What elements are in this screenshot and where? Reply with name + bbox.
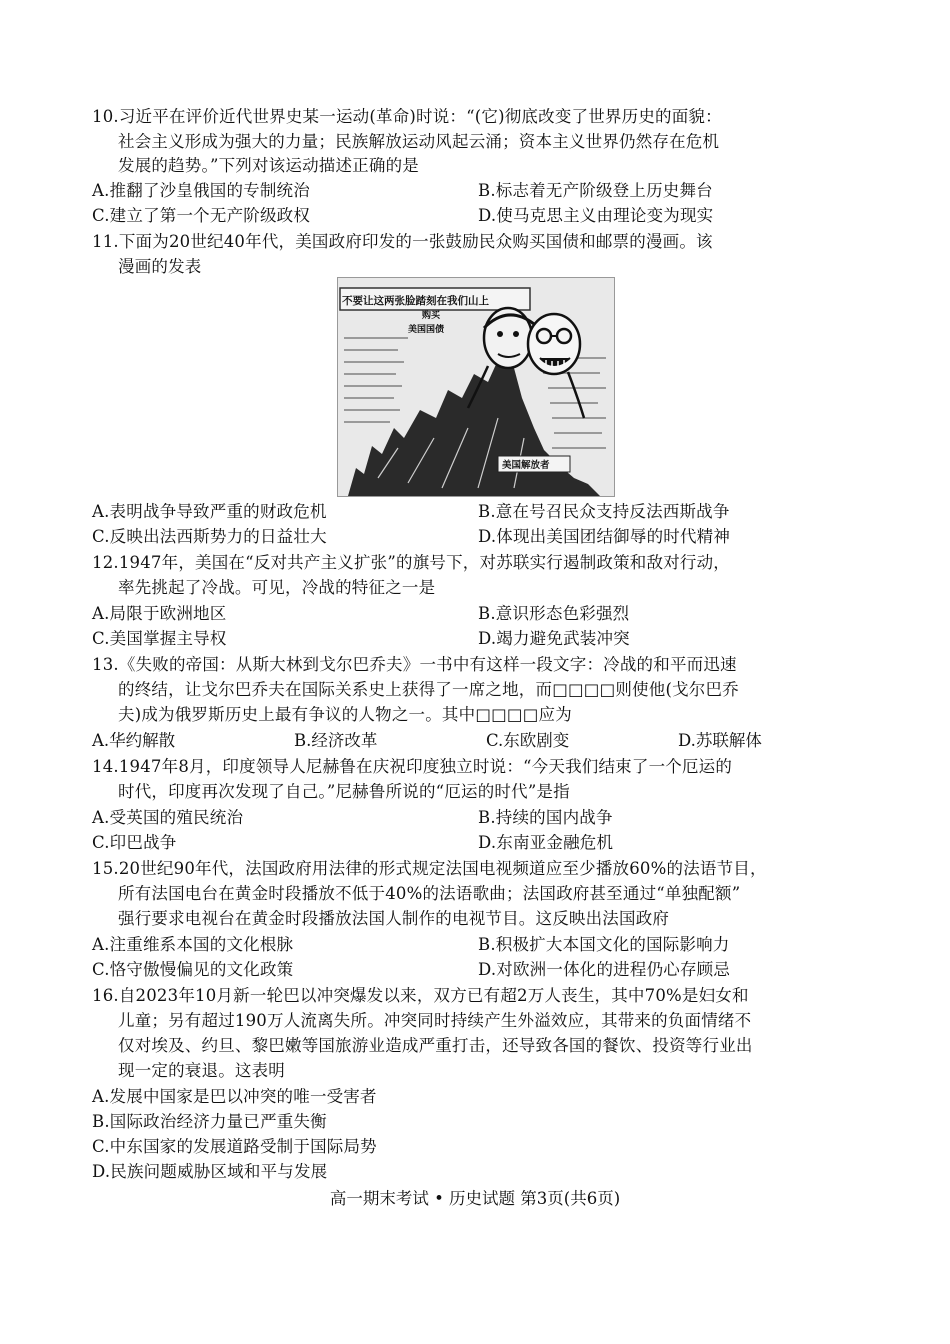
propaganda-cartoon (337, 277, 615, 497)
question-13-line-1: 13.《失败的帝国：从斯大林到戈尔巴乔夫》一书中有这样一段文字：冷战的和平而迅速 (92, 655, 737, 674)
question-16-option-c: C.中东国家的发展道路受制于国际局势 (92, 1137, 377, 1156)
question-16-line-3: 仅对埃及、约旦、黎巴嫩等国旅游业造成严重打击，还导致各国的餐饮、投资等行业出 (118, 1036, 753, 1055)
question-15-option-d: D.对欧洲一体化的进程仍心存顾忌 (478, 960, 731, 979)
question-16-line-1: 16.自2023年10月新一轮巴以冲突爆发以来，双方已有超2万人丧生，其中70%是妇女和 (92, 986, 749, 1005)
cartoon-label-bond: 美国国债 (408, 325, 445, 335)
cartoon-drawing (338, 278, 614, 496)
question-14-line-1: 14.1947年8月，印度领导人尼赫鲁在庆祝印度独立时说：“今天我们结束了一个厄运的 (92, 757, 733, 776)
question-11-option-c: C.反映出法西斯势力的日益壮大 (92, 527, 327, 546)
question-11-option-a: A.表明战争导致严重的财政危机 (92, 502, 327, 521)
question-15-line-1: 15.20世纪90年代，法国政府用法律的形式规定法国电视频道应至少播放60%的法语节目， (92, 859, 767, 878)
question-10-option-a: A.推翻了沙皇俄国的专制统治 (92, 181, 310, 200)
question-14-option-d: D.东南亚金融危机 (478, 833, 614, 852)
question-16-line-4: 现一定的衰退。这表明 (118, 1061, 285, 1080)
question-10-line-1: 10.习近平在评价近代世界史某一运动(革命)时说：“(它)彻底改变了世界历史的面貌： (92, 107, 722, 126)
question-15-option-b: B.积极扩大本国文化的国际影响力 (478, 935, 730, 954)
question-10-line-3: 发展的趋势。”下列对该运动描述正确的是 (118, 156, 419, 175)
question-15-option-c: C.恪守傲慢偏见的文化政策 (92, 960, 294, 979)
page-footer: 高一期末考试 • 历史试题 第3页(共6页) (329, 1189, 621, 1208)
question-12-line-2: 率先挑起了冷战。可见，冷战的特征之一是 (118, 578, 436, 597)
question-12-option-c: C.美国掌握主导权 (92, 629, 227, 648)
cartoon-label-buy: 购买 (422, 311, 441, 321)
question-10-option-b: B.标志着无产阶级登上历史舞台 (478, 181, 713, 200)
cartoon-label-bottom: 美国解放者 (502, 460, 550, 471)
question-15-line-3: 强行要求电视台在黄金时段播放法国人制作的电视节目。这反映出法国政府 (118, 909, 670, 928)
question-16-option-a: A.发展中国家是巴以冲突的唯一受害者 (92, 1087, 377, 1106)
question-13-option-b: B.经济改革 (294, 731, 378, 750)
question-11-option-d: D.体现出美国团结御辱的时代精神 (478, 527, 731, 546)
question-13-option-d: D.苏联解体 (678, 731, 762, 750)
question-10-option-d: D.使马克思主义由理论变为现实 (478, 206, 714, 225)
question-14-option-c: C.印巴战争 (92, 833, 177, 852)
question-12-option-d: D.竭力避免武装冲突 (478, 629, 630, 648)
question-14-option-b: B.持续的国内战争 (478, 808, 613, 827)
question-10-option-c: C.建立了第一个无产阶级政权 (92, 206, 311, 225)
question-11-option-b: B.意在号召民众支持反法西斯战争 (478, 502, 730, 521)
question-12-option-a: A.局限于欧洲地区 (92, 604, 227, 623)
question-12-line-1: 12.1947年，美国在“反对共产主义扩张”的旗号下，对苏联实行遏制政策和敌对行动， (92, 553, 731, 572)
question-14-option-a: A.受英国的殖民统治 (92, 808, 244, 827)
question-15-line-2: 所有法国电台在黄金时段播放不低于40%的法语歌曲；法国政府甚至通过“单独配额” (118, 884, 741, 903)
question-15-option-a: A.注重维系本国的文化根脉 (92, 935, 294, 954)
question-14-line-2: 时代，印度再次发现了自己。”尼赫鲁所说的“厄运的时代”是指 (118, 782, 570, 801)
question-13-line-3: 夫)成为俄罗斯历史上最有争议的人物之一。其中□□□□应为 (118, 705, 572, 724)
question-13-line-2: 的终结，让戈尔巴乔夫在国际关系史上获得了一席之地，而□□□□则使他(戈尔巴乔 (118, 680, 739, 699)
question-10-line-2: 社会主义形成为强大的力量；民族解放运动风起云涌；资本主义世界仍然存在危机 (118, 132, 720, 151)
question-12-option-b: B.意识形态色彩强烈 (478, 604, 630, 623)
question-16-option-b: B.国际政治经济力量已严重失衡 (92, 1112, 327, 1131)
question-16-line-2: 儿童；另有超过190万人流离失所。冲突同时持续产生外溢效应，其带来的负面情绪不 (118, 1011, 752, 1030)
question-16-option-d: D.民族问题威胁区域和平与发展 (92, 1162, 328, 1181)
question-13-option-a: A.华约解散 (92, 731, 176, 750)
question-13-option-c: C.东欧剧变 (486, 731, 570, 750)
cartoon-caption-top: 不要让这两张脸踏刻在我们山上 (342, 295, 489, 307)
question-11-line-2: 漫画的发表 (118, 257, 202, 276)
question-11-line-1: 11.下面为20世纪40年代，美国政府印发的一张鼓励民众购买国债和邮票的漫画。该 (92, 232, 713, 251)
